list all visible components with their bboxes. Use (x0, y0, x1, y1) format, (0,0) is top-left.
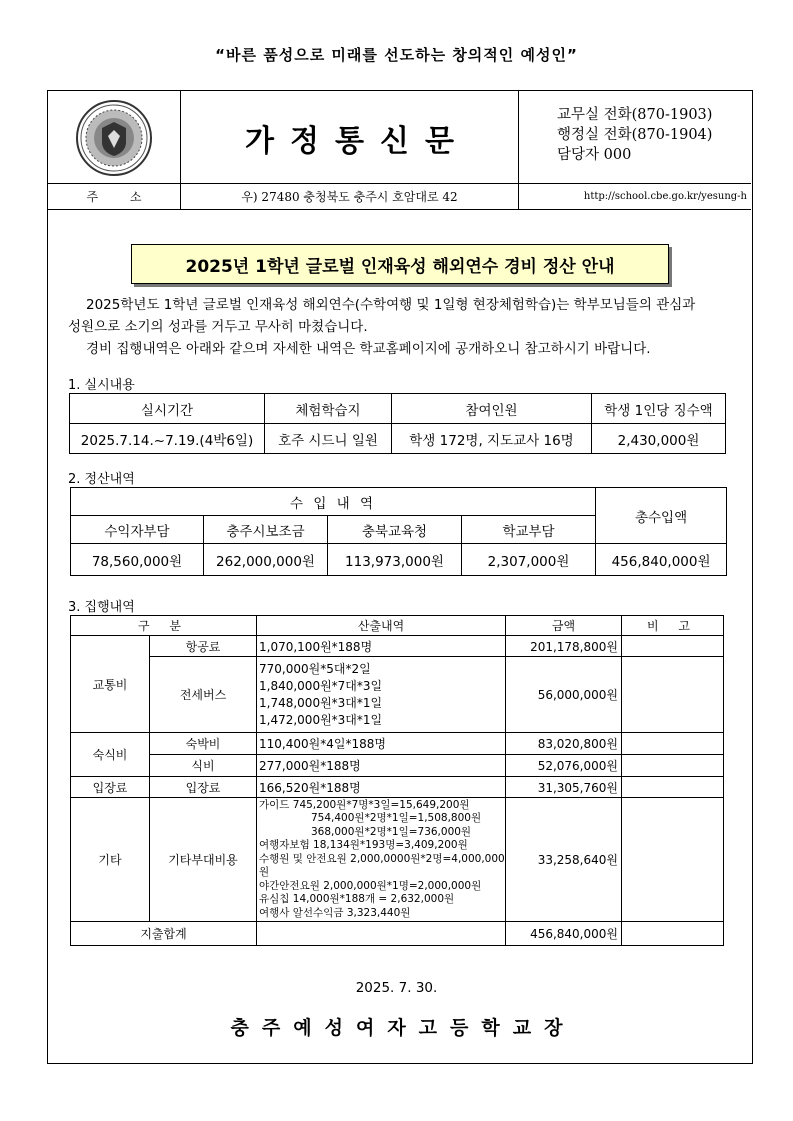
category-cell: 기타 (71, 798, 150, 922)
section-3-heading: 3. 집행내역 (68, 600, 135, 615)
table-row (71, 798, 724, 922)
amount-cell: 83,020,800원 (506, 733, 622, 755)
amount-cell: 56,000,000원 (506, 657, 622, 733)
table-cell: 호주 시드니 일원 (265, 424, 392, 454)
school-emblem-icon (74, 98, 154, 178)
table-row (70, 424, 726, 454)
table-cell: 2,430,000원 (592, 424, 726, 454)
table-row (71, 733, 724, 755)
item-cell: 숙박비 (150, 733, 257, 755)
school-motto: “바른 품성으로 미래를 선도하는 창의적인 예성인” (215, 46, 578, 64)
table-header: 학생 1인당 징수액 (592, 394, 726, 424)
table-header: 산출내역 (257, 616, 506, 636)
expenditure-table (70, 615, 724, 946)
table-header-row (70, 394, 726, 424)
total-label: 지출합계 (71, 922, 257, 946)
item-cell: 입장료 (150, 777, 257, 798)
intro-paragraph-2 (68, 338, 738, 360)
intro-paragraph-1-cont: 성원으로 소기의 성과를 거두고 무사히 마쳤습니다. (68, 319, 368, 335)
letterhead (48, 91, 751, 184)
category-cell: 교통비 (71, 636, 150, 733)
contact-line: 행정실 전화(870-1904) (557, 127, 713, 143)
table-row (71, 657, 724, 733)
newsletter-title: 가정통신문 (181, 91, 519, 184)
note-cell (622, 777, 724, 798)
settlement-table (70, 487, 727, 576)
contact-line: 담당자 000 (557, 147, 632, 163)
table-row (71, 755, 724, 777)
amount-cell: 52,076,000원 (506, 755, 622, 777)
table-cell: 2025.7.14.~7.19.(4박6일) (70, 424, 265, 454)
contact-line: 교무실 전화(870-1903) (557, 107, 713, 123)
table-cell: 262,000,000원 (204, 544, 328, 576)
income-header: 수 입 내 역 (71, 488, 596, 516)
amount-cell: 33,258,640원 (506, 798, 622, 922)
intro-line: 경비 집행내역은 아래와 같으며 자세한 내역은 학교홈페이지에 공개하오니 참고하시기 바랍니다. (86, 341, 651, 357)
table-header-row (71, 616, 724, 636)
table-header: 실시기간 (70, 394, 265, 424)
table-row (71, 544, 727, 576)
note-cell (622, 922, 724, 946)
issue-date: 2025. 7. 30. (355, 980, 438, 996)
notice-title: 2025년 1학년 글로벌 인재육성 해외연수 경비 정산 안내 (131, 244, 669, 284)
note-cell (622, 755, 724, 777)
calc-line: 유심칩 14,000원*188개 = 2,632,000원 (259, 893, 455, 906)
table-header: 비 고 (622, 616, 724, 636)
section-1-heading: 1. 실시내용 (68, 378, 135, 393)
table-header: 금액 (506, 616, 622, 636)
implementation-table (69, 393, 726, 454)
calc-line: 1,472,000원*3대*1일 (259, 712, 383, 727)
item-cell: 항공료 (150, 636, 257, 657)
principal-signature: 충주예성여자고등학교장 (230, 1017, 576, 1039)
calc-line: 수행원 및 안전요원 2,000,0000원*2명=4,000,000원 (259, 852, 505, 879)
table-total-row (71, 922, 724, 946)
address-label: 주 소 (48, 184, 181, 209)
table-row (71, 777, 724, 798)
calc-line: 1,840,000원*7대*3일 (259, 678, 383, 693)
table-cell: 113,973,000원 (328, 544, 462, 576)
table-cell: 학생 172명, 지도교사 16명 (392, 424, 592, 454)
table-header: 충주시보조금 (204, 516, 328, 544)
contact-info (519, 91, 751, 184)
table-header: 수익자부담 (71, 516, 204, 544)
table-row (71, 636, 724, 657)
intro-paragraph-1 (68, 294, 738, 316)
table-header: 참여인원 (392, 394, 592, 424)
table-cell: 2,307,000원 (462, 544, 596, 576)
address-row (48, 184, 751, 210)
amount-cell: 201,178,800원 (506, 636, 622, 657)
item-cell: 식비 (150, 755, 257, 777)
calc-line: 770,000원*5대*2일 (259, 661, 371, 676)
table-header: 충북교육청 (328, 516, 462, 544)
item-cell: 기타부대비용 (150, 798, 257, 922)
school-url: http://school.cbe.go.kr/yesung-h (583, 191, 747, 202)
table-header-row (71, 488, 727, 516)
calc-cell (257, 657, 506, 733)
calc-cell: 1,070,100원*188명 (257, 636, 506, 657)
calc-line: 여행사 알선수익금 3,323,440원 (259, 906, 411, 919)
calc-line: 368,000원*2명*1일=736,000원 (311, 825, 472, 838)
note-cell (622, 657, 724, 733)
calc-line: 가이드 745,200원*7명*3일=15,649,200원 (259, 798, 470, 811)
item-cell: 전세버스 (150, 657, 257, 733)
school-emblem (48, 91, 181, 184)
table-header: 학교부담 (462, 516, 596, 544)
calc-cell (257, 798, 506, 922)
calc-line: 754,400원*2명*1일=1,508,800원 (311, 812, 482, 825)
category-cell: 숙식비 (71, 733, 150, 777)
address-value: 우) 27480 충청북도 충주시 호암대로 42 (181, 184, 519, 209)
calc-cell (257, 922, 506, 946)
calc-line: 1,748,000원*3대*1일 (259, 695, 383, 710)
section-2-heading: 2. 정산내역 (68, 472, 135, 487)
table-header: 구 분 (71, 616, 257, 636)
category-cell: 입장료 (71, 777, 150, 798)
calc-cell: 277,000원*188명 (257, 755, 506, 777)
calc-cell: 166,520원*188명 (257, 777, 506, 798)
table-header: 체험학습지 (265, 394, 392, 424)
note-cell (622, 636, 724, 657)
table-cell: 456,840,000원 (596, 544, 727, 576)
note-cell (622, 733, 724, 755)
calc-cell: 110,400원*4일*188명 (257, 733, 506, 755)
amount-cell: 31,305,760원 (506, 777, 622, 798)
calc-line: 야간안전요원 2,000,000원*1명=2,000,000원 (259, 879, 482, 892)
total-income-header: 총수입액 (596, 488, 727, 544)
note-cell (622, 798, 724, 922)
calc-line: 여행자보험 18,134원*193명=3,409,200원 (259, 839, 468, 852)
intro-line: 2025학년도 1학년 글로벌 인재육성 해외연수(수학여행 및 1일형 현장체험학습)는 학부모님들의 관심과 (86, 297, 696, 313)
total-amount: 456,840,000원 (506, 922, 622, 946)
table-cell: 78,560,000원 (71, 544, 204, 576)
